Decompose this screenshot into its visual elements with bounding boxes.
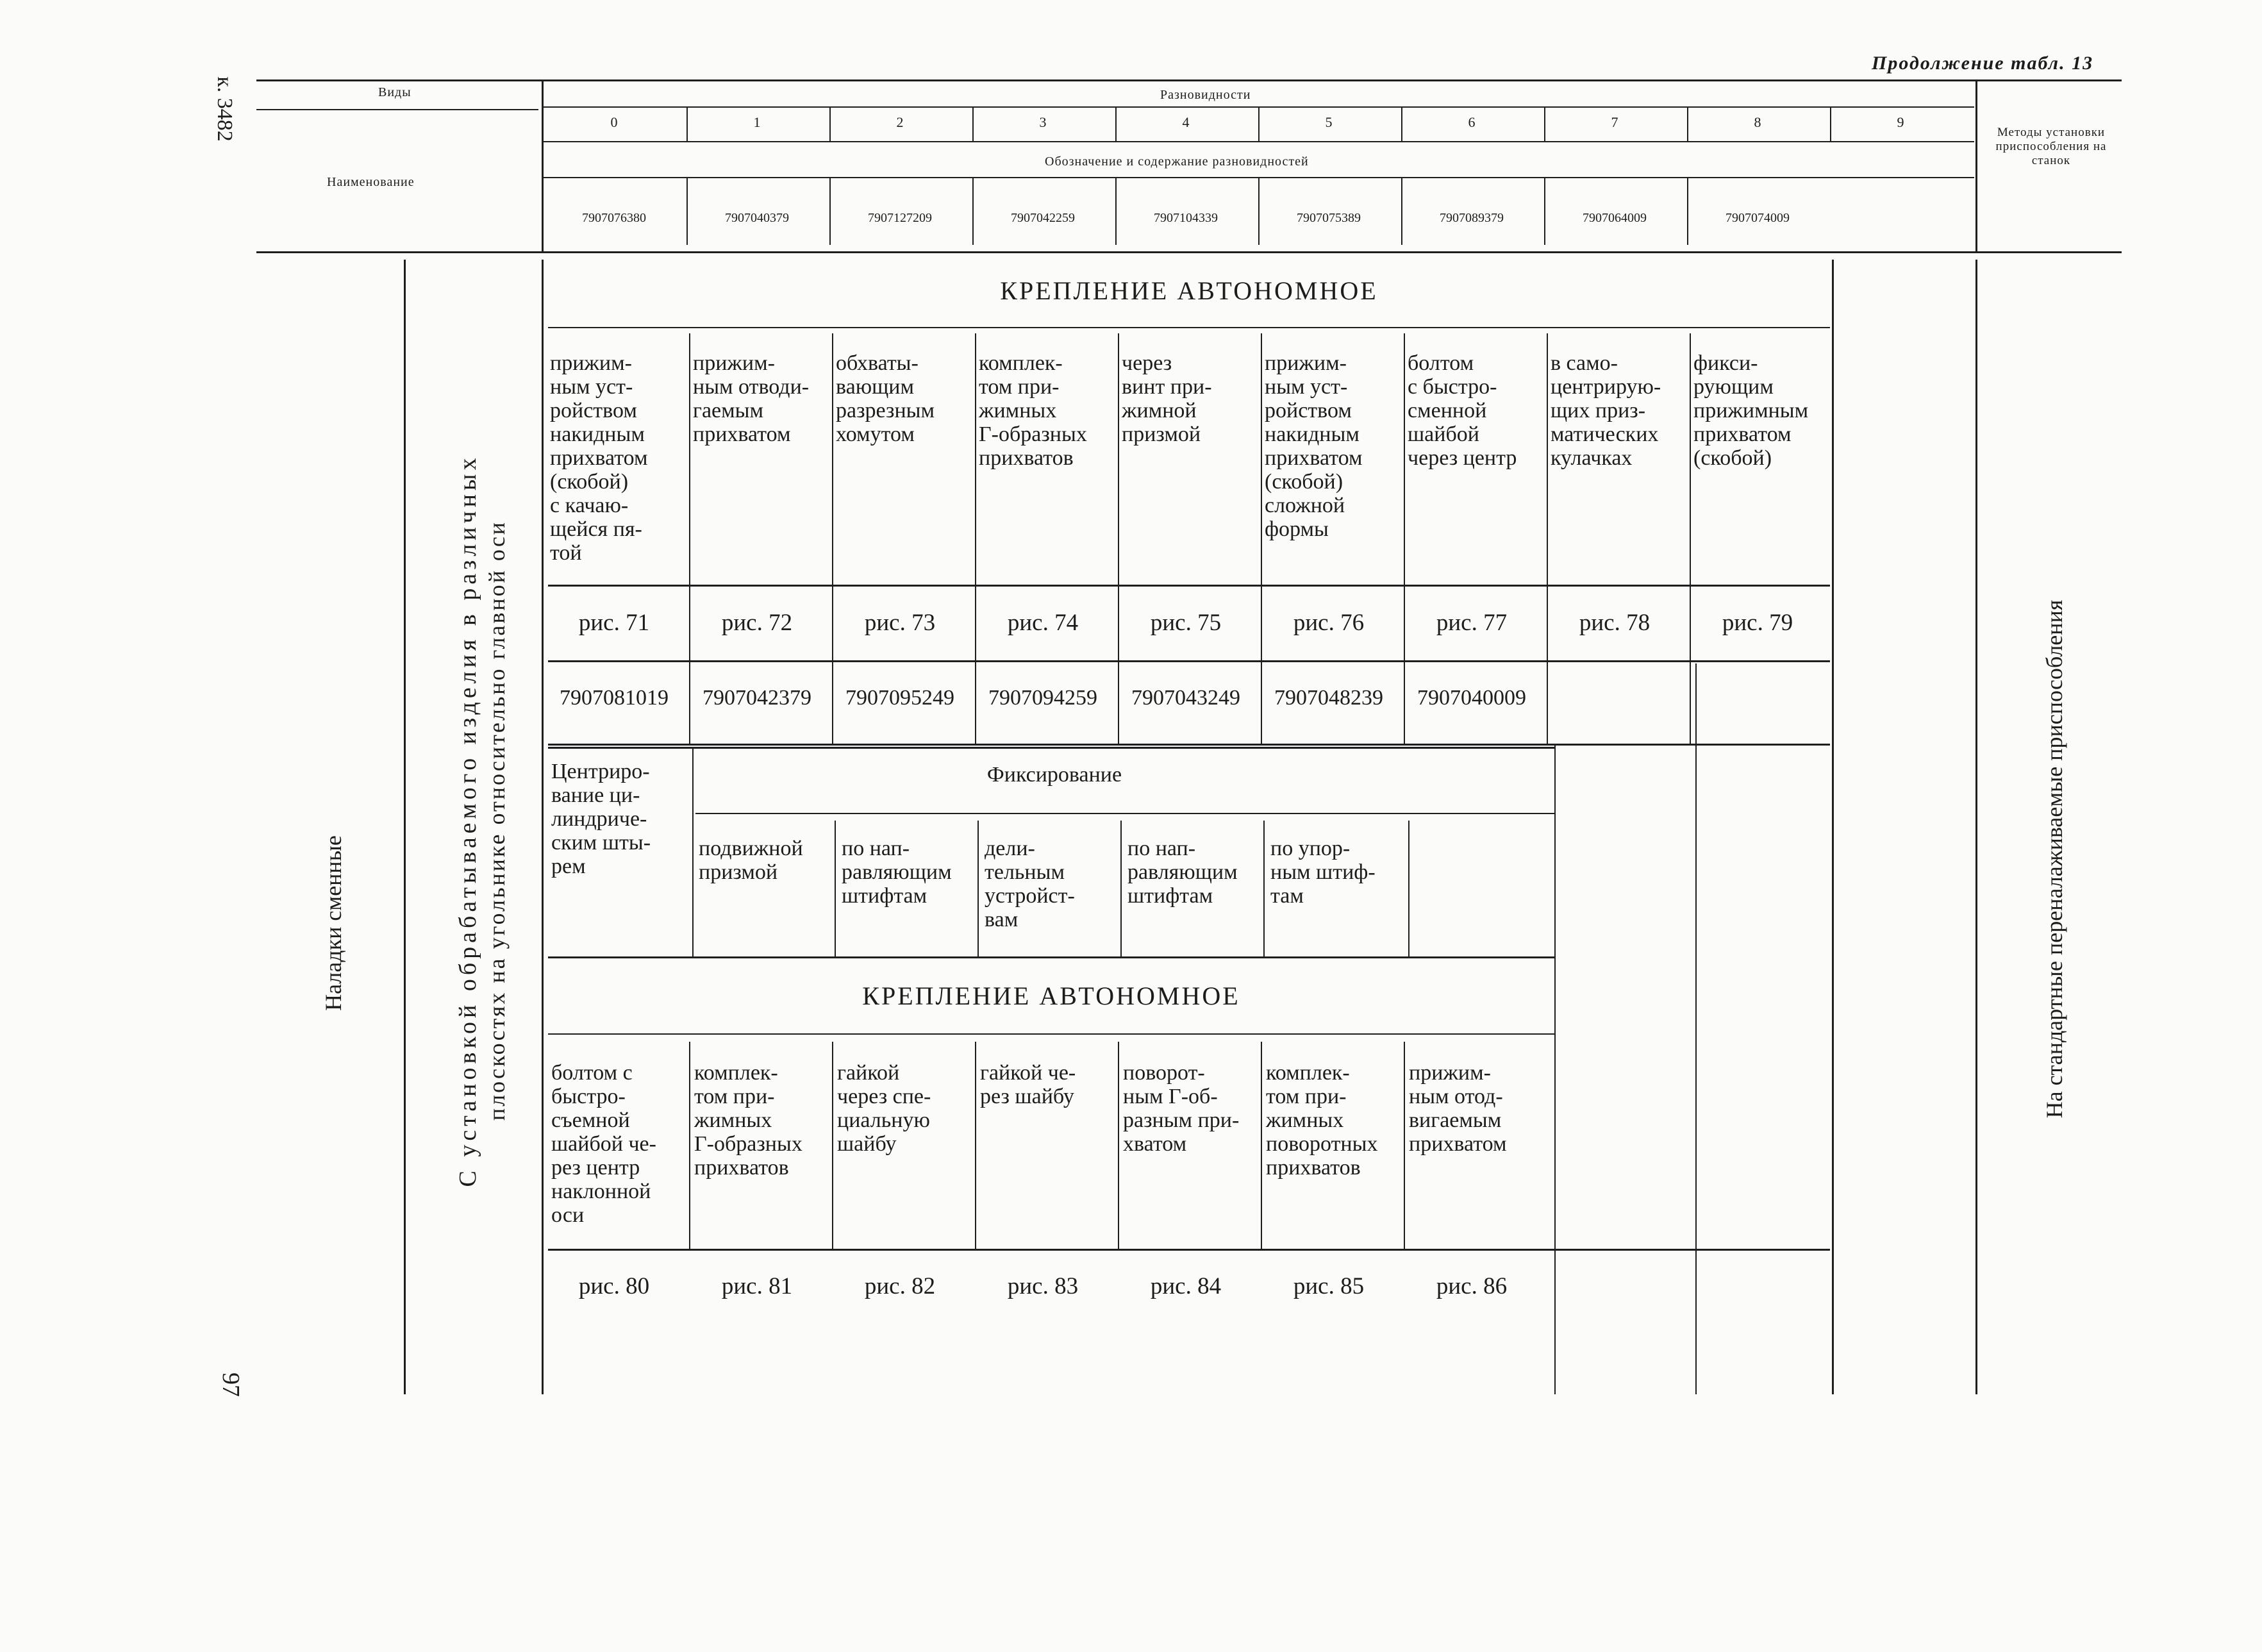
naimenovanie-label: Наименование <box>327 175 415 189</box>
header-col-divider <box>1830 108 1831 142</box>
header-code-divider <box>972 178 974 245</box>
block2-col-divider <box>1120 821 1122 956</box>
block3-col-divider <box>832 1042 833 1250</box>
block2-top <box>548 747 1554 749</box>
block1-cell: прижим- ным уст- ройством накидным прихватом (скобой) сложной формы <box>1265 351 1363 541</box>
block1-col-divider <box>975 333 976 744</box>
block3-title-underline <box>548 1033 1554 1035</box>
naladki-label: Наладки сменные <box>320 835 346 1011</box>
header-number: 1 <box>753 114 761 130</box>
block2-col-divider <box>977 821 979 956</box>
block3-cell: поворот- ным Г-об- разным при- хватом <box>1123 1061 1240 1156</box>
block1-code: 7907095249 <box>845 686 954 710</box>
side-code: к. 3482 <box>213 76 237 142</box>
block3-col-divider <box>689 1042 690 1250</box>
right-empty-divider-8 <box>1695 663 1697 1394</box>
header-code: 7907040379 <box>725 211 789 225</box>
header-col-divider <box>1115 108 1117 142</box>
header-bottom-border <box>256 251 2122 253</box>
block1-code: 7907094259 <box>988 686 1097 710</box>
header-col-divider <box>1687 108 1688 142</box>
block2-col-divider <box>835 821 836 956</box>
block1-col-divider <box>689 333 690 744</box>
header-col-divider <box>829 108 831 142</box>
header-code-divider <box>1401 178 1402 245</box>
body-right-a <box>1832 260 1834 1394</box>
fixing-cell: по упор- ным штиф- там <box>1270 837 1376 908</box>
block1-figure-ref: рис. 74 <box>1007 610 1079 636</box>
block1-cell: прижим- ным отводи- гаемым прихватом <box>693 351 810 446</box>
block3-cell: гайкой че- рез шайбу <box>980 1061 1076 1108</box>
block3-cell: комплек- том при- жимных Г-образных прихватов <box>694 1061 803 1180</box>
block1-figure-ref: рис. 71 <box>578 610 650 636</box>
header-number: 0 <box>610 114 618 130</box>
body-left-inner <box>542 260 544 1394</box>
header-code-divider <box>1544 178 1545 245</box>
header-number: 5 <box>1325 114 1333 130</box>
block1-refs-bottom <box>548 660 1830 662</box>
block1-title: КРЕПЛЕНИЕ АВТОНОМНОЕ <box>1000 276 1378 305</box>
block1-figure-ref: рис. 77 <box>1436 610 1508 636</box>
block1-figure-ref: рис. 78 <box>1579 610 1651 636</box>
vidy-underline <box>256 109 538 110</box>
header-code: 7907075389 <box>1297 211 1361 225</box>
block1-col-divider <box>1547 333 1548 744</box>
body-left-outer <box>404 260 406 1394</box>
block1-figure-ref: рис. 72 <box>721 610 793 636</box>
header-code: 7907074009 <box>1726 211 1790 225</box>
block3-figure-ref: рис. 86 <box>1436 1273 1508 1299</box>
block1-cell: фикси- рующим прижимным прихватом (скобой) <box>1693 351 1809 470</box>
block1-cell: болтом с быстро- сменной шайбой через центр <box>1408 351 1517 470</box>
block2-last-divider <box>1408 821 1410 956</box>
vidy-label: Виды <box>378 85 412 99</box>
block1-codes-bottom <box>548 744 1830 746</box>
header-code: 7907076380 <box>582 211 646 225</box>
block1-figure-ref: рис. 79 <box>1722 610 1793 636</box>
header-code: 7907104339 <box>1154 211 1218 225</box>
block1-code: 7907081019 <box>560 686 669 710</box>
fixing-cell: по нап- равляющим штифтам <box>1127 837 1238 908</box>
centering-cell: Центриро- вание ци- линдриче- ским шты- рем <box>551 760 651 878</box>
block3-figure-ref: рис. 83 <box>1007 1273 1079 1299</box>
block1-col-divider <box>1690 333 1691 744</box>
ustanovka-line2: плоскостях на угольнике относительно главной оси <box>484 520 510 1121</box>
block3-figure-ref: рис. 85 <box>1293 1273 1365 1299</box>
block1-figure-ref: рис. 73 <box>864 610 936 636</box>
block1-col-divider <box>1118 333 1119 744</box>
block1-code: 7907043249 <box>1131 686 1240 710</box>
block1-code: 7907042379 <box>703 686 811 710</box>
block3-col-divider <box>975 1042 976 1250</box>
block1-code: 7907048239 <box>1274 686 1383 710</box>
block2-col-divider <box>1263 821 1265 956</box>
fix-title: Фиксирование <box>986 763 1122 787</box>
fixing-cell: дели- тельным устройст- вам <box>985 837 1075 931</box>
header-right-divider <box>1975 79 1977 253</box>
block2-left-divider <box>692 747 694 956</box>
block1-col-divider <box>1261 333 1262 744</box>
fixing-cell: подвижной призмой <box>699 837 803 884</box>
top-border <box>256 79 2122 81</box>
block3-cell: гайкой через спе- циальную шайбу <box>837 1061 931 1156</box>
header-code: 7907127209 <box>868 211 932 225</box>
right-empty-divider-7 <box>1554 744 1556 1394</box>
block2-bottom <box>548 956 1554 958</box>
header-number: 7 <box>1611 114 1618 130</box>
block3-cells-bottom <box>548 1249 1830 1251</box>
header-number: 4 <box>1182 114 1190 130</box>
block1-cell: комплек- том при- жимных Г-образных прихватов <box>979 351 1087 470</box>
header-number: 2 <box>896 114 904 130</box>
block3-col-divider <box>1118 1042 1119 1250</box>
fixing-cell: по нап- равляющим штифтам <box>842 837 952 908</box>
block1-cell: в само- центрирую- щих приз- матических кулачках <box>1551 351 1661 470</box>
header-code-divider <box>1687 178 1688 245</box>
header-code-divider <box>829 178 831 245</box>
standard-label: На стандартные переналаживаемые приспособления <box>2042 599 2067 1119</box>
block1-cell: прижим- ным уст- ройством накидным прихватом (скобой) с качаю- щейся пя- той <box>550 351 648 565</box>
header-number: 3 <box>1039 114 1047 130</box>
block1-cell: через винт при- жимной призмой <box>1122 351 1212 446</box>
block3-figure-ref: рис. 81 <box>721 1273 793 1299</box>
header-number: 8 <box>1754 114 1761 130</box>
header-code-divider <box>1258 178 1260 245</box>
header-number: 9 <box>1897 114 1904 130</box>
header-code-divider <box>1115 178 1117 245</box>
header-number: 6 <box>1468 114 1476 130</box>
block1-col-divider <box>832 333 833 744</box>
header-code-divider <box>686 178 688 245</box>
designation-label: Обозначение и содержание разновидностей <box>1045 154 1309 169</box>
block3-col-divider <box>1404 1042 1405 1250</box>
block3-figure-ref: рис. 82 <box>864 1273 936 1299</box>
block1-title-underline <box>548 327 1830 328</box>
header-code: 7907089379 <box>1440 211 1504 225</box>
page-number: 97 <box>217 1372 244 1397</box>
header-col-divider <box>1544 108 1545 142</box>
raznovidnosti-label: Разновидности <box>1160 88 1251 102</box>
block3-title: КРЕПЛЕНИЕ АВТОНОМНОЕ <box>862 981 1240 1010</box>
block1-cell: обхваты- вающим разрезным хомутом <box>836 351 935 446</box>
body-right-b <box>1975 260 1977 1394</box>
header-col-divider <box>972 108 974 142</box>
fix-title-underline <box>695 813 1554 814</box>
header-code: 7907064009 <box>1583 211 1647 225</box>
block3-figure-ref: рис. 80 <box>578 1273 650 1299</box>
continuation-stamp: Продолжение табл. 13 <box>1872 53 2094 74</box>
block1-cells-bottom <box>548 585 1830 587</box>
ustanovka-line1: С установкой обрабатываемого изделия в различных <box>454 454 481 1187</box>
header-code: 7907042259 <box>1011 211 1075 225</box>
header-col-divider <box>686 108 688 142</box>
header-col-divider <box>1401 108 1402 142</box>
block1-col-divider <box>1404 333 1405 744</box>
block3-col-divider <box>1261 1042 1262 1250</box>
methods-label: Методы установки приспособления на станок <box>1995 126 2107 167</box>
block1-figure-ref: рис. 76 <box>1293 610 1365 636</box>
block3-figure-ref: рис. 84 <box>1150 1273 1222 1299</box>
header-left-divider <box>542 79 544 253</box>
block3-cell: прижим- ным отод- вигаемым прихватом <box>1409 1061 1507 1156</box>
block1-figure-ref: рис. 75 <box>1150 610 1222 636</box>
block1-code: 7907040009 <box>1417 686 1526 710</box>
header-col-divider <box>1258 108 1260 142</box>
block3-cell: комплек- том при- жимных поворотных прихватов <box>1266 1061 1378 1180</box>
block3-cell: болтом с быстро- съемной шайбой че- рез центр наклонной оси <box>551 1061 656 1227</box>
